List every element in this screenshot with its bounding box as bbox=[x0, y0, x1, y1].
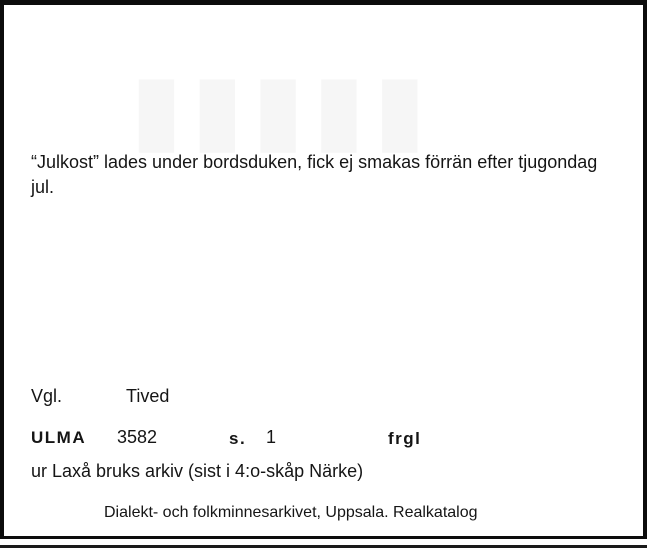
compare-value: Tived bbox=[126, 386, 170, 406]
card-body-text: “Julkost” lades under bordsduken, fick ej smakas förrän efter tjugondag jul. bbox=[31, 152, 598, 197]
archive-footer: Dialekt- och folkminnesarkivet, Uppsala. Realkatalog bbox=[104, 504, 478, 521]
archive-code: ULMA bbox=[31, 428, 87, 447]
page-number: 1 bbox=[266, 427, 277, 447]
page-label: s. bbox=[229, 429, 247, 448]
scan-edge-right bbox=[643, 0, 647, 548]
scan-edge-left bbox=[0, 0, 4, 548]
scan-edge-top bbox=[0, 0, 647, 5]
show-through-shadow bbox=[130, 52, 434, 164]
source-line: ur Laxå bruks arkiv (sist i 4:o-skåp Närke) bbox=[31, 461, 364, 481]
category-code: frgl bbox=[388, 429, 422, 448]
compare-label: Vgl. bbox=[31, 386, 63, 406]
archive-number: 3582 bbox=[117, 427, 158, 447]
